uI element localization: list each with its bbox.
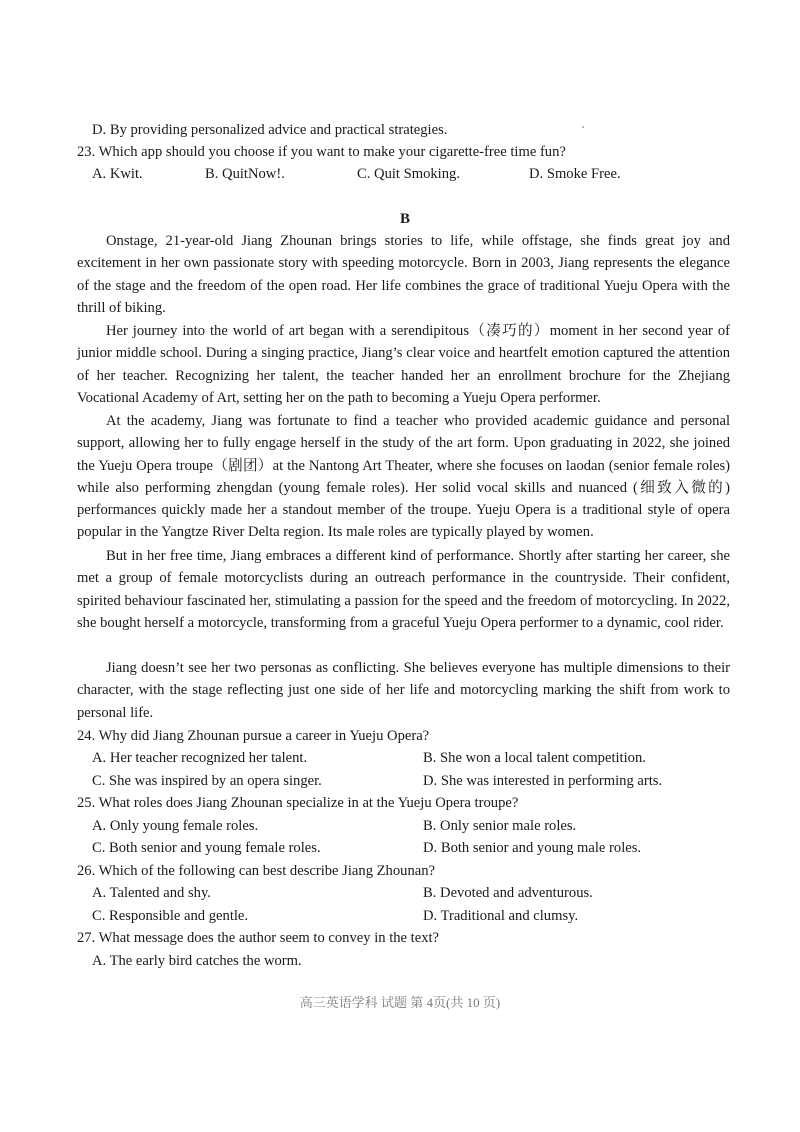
q26-option-a: A. Talented and shy.: [92, 885, 211, 901]
passage-paragraph: But in her free time, Jiang embraces a different kind of performance. Shortly after starting her career, she met a group of female motorcyclists during an outreach performance in the countryside. Their confident, spirited behaviour fascinated her, stimulating a passion for the speed and the freedom of motorcycling. In 2022, she bought herself a motorcycle, transforming from a graceful Yueju Opera performer to a dynamic, cool rider.: [77, 548, 730, 631]
q23-option-d: D. Smoke Free.: [529, 166, 621, 182]
scan-speck: [582, 126, 584, 128]
passage-paragraph: Jiang doesn’t see her two personas as conflicting. She believes everyone has multiple dimensions to their character, with the stage reflecting just one side of her life and motorcycling marking the shift from work to personal life.: [77, 660, 730, 721]
q24-option-c: C. She was inspired by an opera singer.: [92, 773, 322, 789]
q27-option-a: A. The early bird catches the worm.: [92, 953, 302, 969]
passage-paragraph: Onstage, 21-year-old Jiang Zhounan brings stories to life, while offstage, she finds great joy and excitement in her own passionate story with speeding motorcycle. Born in 2003, Jiang represents the elegance of the stage and the freedom of the open road. Her life combines the grace of traditional Yueju Opera with the thrill of biking.: [77, 233, 730, 316]
q26-question: 26. Which of the following can best describe Jiang Zhounan?: [77, 863, 435, 879]
q23-option-c: C. Quit Smoking.: [357, 166, 460, 182]
page-footer: 高三英语学科 试题 第 4页(共 10 页): [299, 995, 501, 1010]
q25-option-d: D. Both senior and young male roles.: [423, 840, 642, 856]
q23-option-a: A. Kwit.: [92, 166, 143, 182]
passage-paragraph: Her journey into the world of art began with a serendipitous（凑巧的）moment in her second year of junior middle school. During a singing practice, Jiang’s clear voice and heartfelt emotion captured the attention of her teacher. Recognizing her talent, the teacher handed her an enrollment brochure for the Zhejiang Vocational Academy of Art, setting her on the path to becoming a Yueju Opera performer.: [77, 323, 730, 406]
section-title: B: [399, 211, 410, 227]
q27-question: 27. What message does the author seem to convey in the text?: [77, 930, 440, 946]
passage-paragraph: At the academy, Jiang was fortunate to find a teacher who provided academic guidance and personal support, allowing her to fully engage herself in the study of the art form. Upon graduating in 2022, she joined the Yueju Opera troupe（剧团）at the Nantong Art Theater, where she focuses on laodan (senior female roles) while also performing zhengdan (young female roles). Her solid vocal skills and nuanced (细致入微的) performances quickly made her a standout member of the troupe. Yueju Opera is a traditional style of opera popular in the Yangtze River Delta region. Its male roles are typically played by women.: [77, 413, 730, 541]
q24-option-d: D. She was interested in performing arts.: [423, 773, 663, 789]
q25-question: 25. What roles does Jiang Zhounan specialize in at the Yueju Opera troupe?: [77, 795, 519, 811]
q25-option-a: A. Only young female roles.: [92, 818, 259, 834]
q26-option-b: B. Devoted and adventurous.: [423, 885, 593, 901]
q26-option-c: C. Responsible and gentle.: [92, 908, 249, 924]
q25-option-b: B. Only senior male roles.: [423, 818, 577, 834]
q22-option-d: D. By providing personalized advice and practical strategies.: [92, 122, 448, 138]
q23-question: 23. Which app should you choose if you want to make your cigarette-free time fun?: [77, 144, 566, 160]
q24-question: 24. Why did Jiang Zhounan pursue a career in Yueju Opera?: [77, 728, 430, 744]
q23-option-b: B. QuitNow!.: [205, 166, 285, 182]
q24-option-b: B. She won a local talent competition.: [423, 750, 646, 766]
q25-option-c: C. Both senior and young female roles.: [92, 840, 321, 856]
q26-option-d: D. Traditional and clumsy.: [423, 908, 579, 924]
q24-option-a: A. Her teacher recognized her talent.: [92, 750, 308, 766]
